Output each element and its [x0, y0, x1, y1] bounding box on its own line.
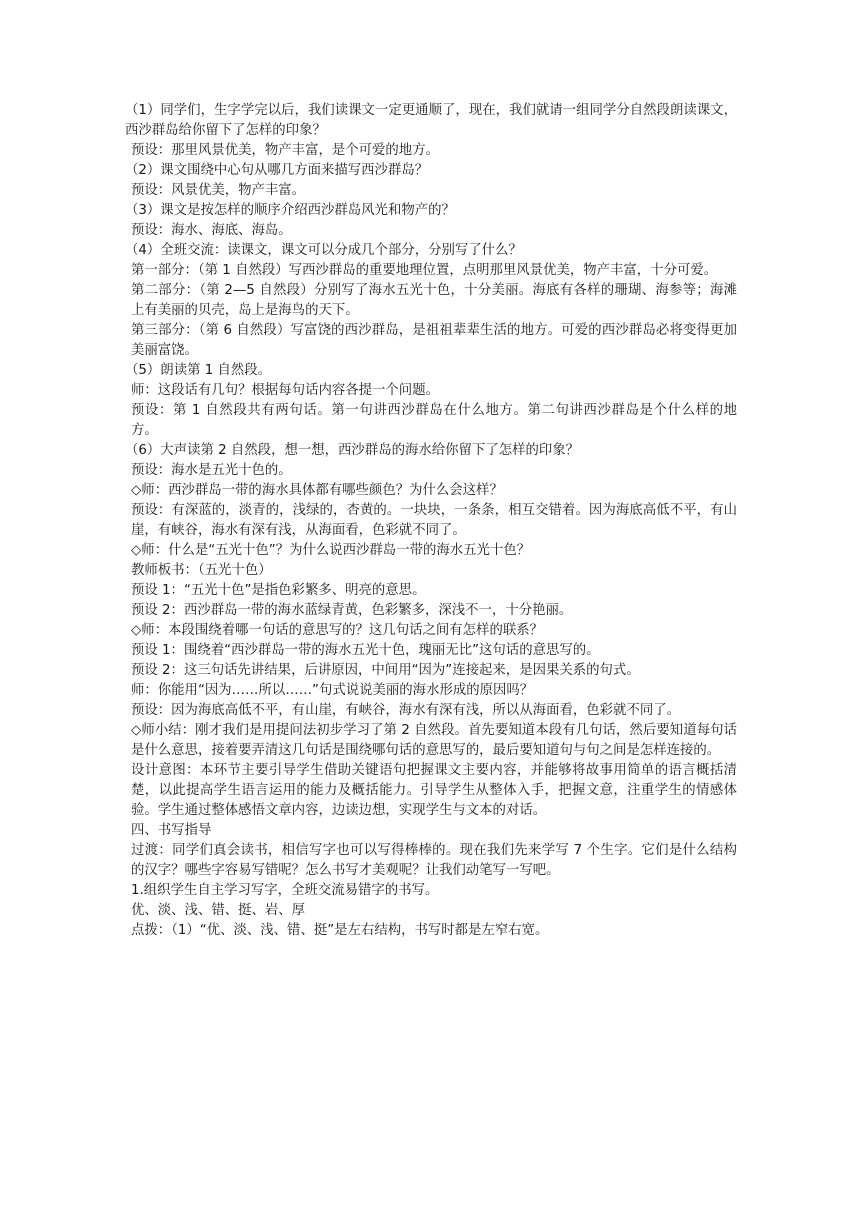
paragraph: 预设：因为海底高低不平，有山崖，有峡谷，海水有深有浅，所以从海面看，色彩就不同了。 — [131, 703, 681, 718]
paragraph: ◇师小结：刚才我们是用提问法初步学习了第 2 自然段。首先要知道本段有几句话，然后要知道每句话是什么意思，接着要弄清这几句话是围绕哪句话的意思写的，最后要知道句与句之间是怎样连接的。 — [131, 723, 737, 758]
paragraph: （4）全班交流：读课文，课文可以分成几个部分，分别写了什么？ — [125, 243, 522, 258]
paragraph: 预设 2：这三句话先讲结果，后讲原因，中间用“因为”连接起来，是因果关系的句式。 — [131, 663, 640, 678]
paragraph: 优、淡、浅、错、挺、岩、厚 — [131, 903, 306, 918]
paragraph: 预设：风景优美，物产丰富。 — [131, 183, 306, 198]
paragraph: （5）朗读第 1 自然段。 — [125, 363, 272, 378]
paragraph: 预设：第 1 自然段共有两句话。第一句讲西沙群岛在什么地方。第二句讲西沙群岛是个什么样的地方。 — [131, 403, 737, 438]
document-body — [125, 101, 737, 941]
paragraph: 预设 1：围绕着“西沙群岛一带的海水五光十色，瑰丽无比”这句话的意思写的。 — [131, 643, 600, 658]
paragraph: 预设：有深蓝的，淡青的，浅绿的，杏黄的。一块块，一条条，相互交错着。因为海底高低不平，有山崖，有峡谷，海水有深有浅，从海面看，色彩就不同了。 — [131, 503, 737, 538]
paragraph: （1）同学们，生字学完以后，我们读课文一定更通顺了，现在，我们就请一组同学分自然段朗读课文，西沙群岛给你留下了怎样的印象？ — [125, 103, 737, 138]
paragraph: 预设：那里风景优美，物产丰富，是个可爱的地方。 — [131, 143, 439, 158]
paragraph: 预设 2：西沙群岛一带的海水蓝绿青黄，色彩繁多，深浅不一，十分艳丽。 — [131, 603, 573, 618]
paragraph: ◇师：本段围绕着哪一句话的意思写的？这几句话之间有怎样的联系？ — [131, 623, 544, 638]
paragraph: 教师板书：（五光十色） — [131, 563, 272, 578]
paragraph: 过渡：同学们真会读书，相信写字也可以写得棒棒的。现在我们先来学写 7 个生字。它们是什么结构的汉字？哪些字容易写错呢？怎么书写才美观呢？让我们动笔写一写吧。 — [131, 843, 737, 878]
paragraph: （6）大声读第 2 自然段，想一想，西沙群岛的海水给你留下了怎样的印象？ — [125, 443, 580, 458]
paragraph: 第二部分：（第 2—5 自然段）分别写了海水五光十色，十分美丽。海底有各样的珊瑚、海参等；海滩上有美丽的贝壳，岛上是海鸟的天下。 — [131, 283, 737, 318]
paragraph: 点拨：（1）“优、淡、浅、错、挺”是左右结构，书写时都是左窄右宽。 — [131, 923, 549, 938]
paragraph: ◇师：什么是“五光十色”？为什么说西沙群岛一带的海水五光十色？ — [131, 543, 531, 558]
section-heading: 四、书写指导 — [131, 823, 212, 838]
paragraph: 预设 1：“五光十色”是指色彩繁多、明亮的意思。 — [131, 583, 426, 598]
paragraph: ◇师：西沙群岛一带的海水具体都有哪些颜色？为什么会这样？ — [131, 483, 503, 498]
paragraph: 第一部分：（第 1 自然段）写西沙群岛的重要地理位置，点明那里风景优美，物产丰富，十分可爱。 — [131, 263, 718, 278]
paragraph: 预设：海水是五光十色的。 — [131, 463, 292, 478]
paragraph: （3）课文是按怎样的顺序介绍西沙群岛风光和物产的？ — [125, 203, 455, 218]
paragraph: （2）课文围绕中心句从哪几方面来描写西沙群岛？ — [125, 163, 429, 178]
paragraph: 设计意图：本环节主要引导学生借助关键语句把握课文主要内容，并能够将故事用简单的语言概括清楚，以此提高学生语言运用的能力及概括能力。引导学生从整体入手，把握文意，注重学生的情感体验。学生通过整体感悟文章内容，边读边想，实现学生与文本的对话。 — [131, 763, 737, 818]
paragraph: 第三部分：（第 6 自然段）写富饶的西沙群岛，是祖祖辈辈生活的地方。可爱的西沙群岛必将变得更加美丽富饶。 — [131, 323, 737, 358]
paragraph: 师：这段话有几句？根据每句话内容各提一个问题。 — [131, 383, 439, 398]
paragraph: 1.组织学生自主学习写字，全班交流易错字的书写。 — [131, 883, 439, 898]
paragraph: 预设：海水、海底、海岛。 — [131, 223, 292, 238]
paragraph: 师：你能用“因为……所以……”句式说说美丽的海水形成的原因吗？ — [131, 683, 534, 698]
